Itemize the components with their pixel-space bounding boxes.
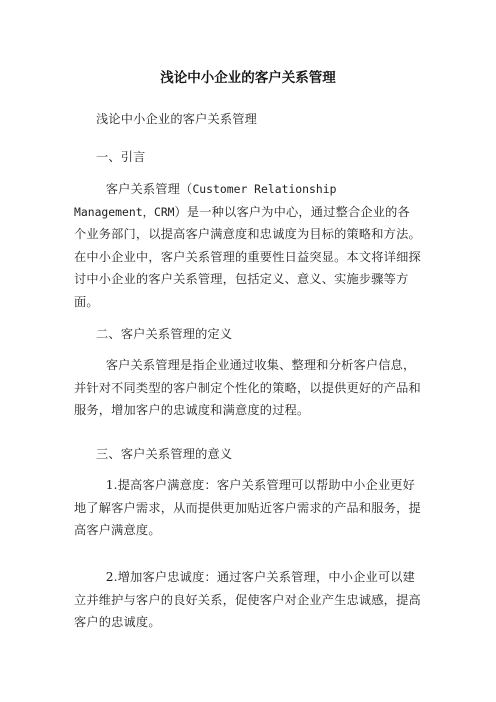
paragraph-significance-item-2: 2.增加客户忠诚度：通过客户关系管理，中小企业可以建立并维护与客户的良好关系，促使客户对企业产生忠诚感，提高客户的忠诚度。 [74,570,421,630]
section-heading-definition: 二、客户关系管理的定义 [96,327,233,341]
document-title: 浅论中小企业的客户关系管理 [160,70,336,86]
section-heading-introduction: 一、引言 [96,150,146,164]
paragraph-introduction-body: ）是一种以客户为中心，通过整合企业的各个业务部门，以提高客户满意度和忠诚度为目标的策略和方法。在中小企业中，客户关系管理的重要性日益突显。本文将详细探讨中小企业的客户关系管理，包括定义、意义、实施步骤等方面。 [74,204,421,309]
paragraph-introduction-lead: 客户关系管理（ [105,182,193,196]
paragraph-introduction [74,178,422,314]
crm-english-term: Customer Relationship Management，CRM [74,182,337,219]
section-heading-significance: 三、客户关系管理的意义 [96,447,233,461]
document-subtitle: 浅论中小企业的客户关系管理 [96,112,258,126]
paragraph-significance-item-1: 1.提高客户满意度：客户关系管理可以帮助中小企业更好地了解客户需求，从而提供更加贴近客户需求的产品和服务，提高客户满意度。 [74,478,421,538]
paragraph-definition: 客户关系管理是指企业通过收集、整理和分析客户信息，并针对不同类型的客户制定个性化的策略，以提供更好的产品和服务，增加客户的忠诚度和满意度的过程。 [74,358,421,418]
